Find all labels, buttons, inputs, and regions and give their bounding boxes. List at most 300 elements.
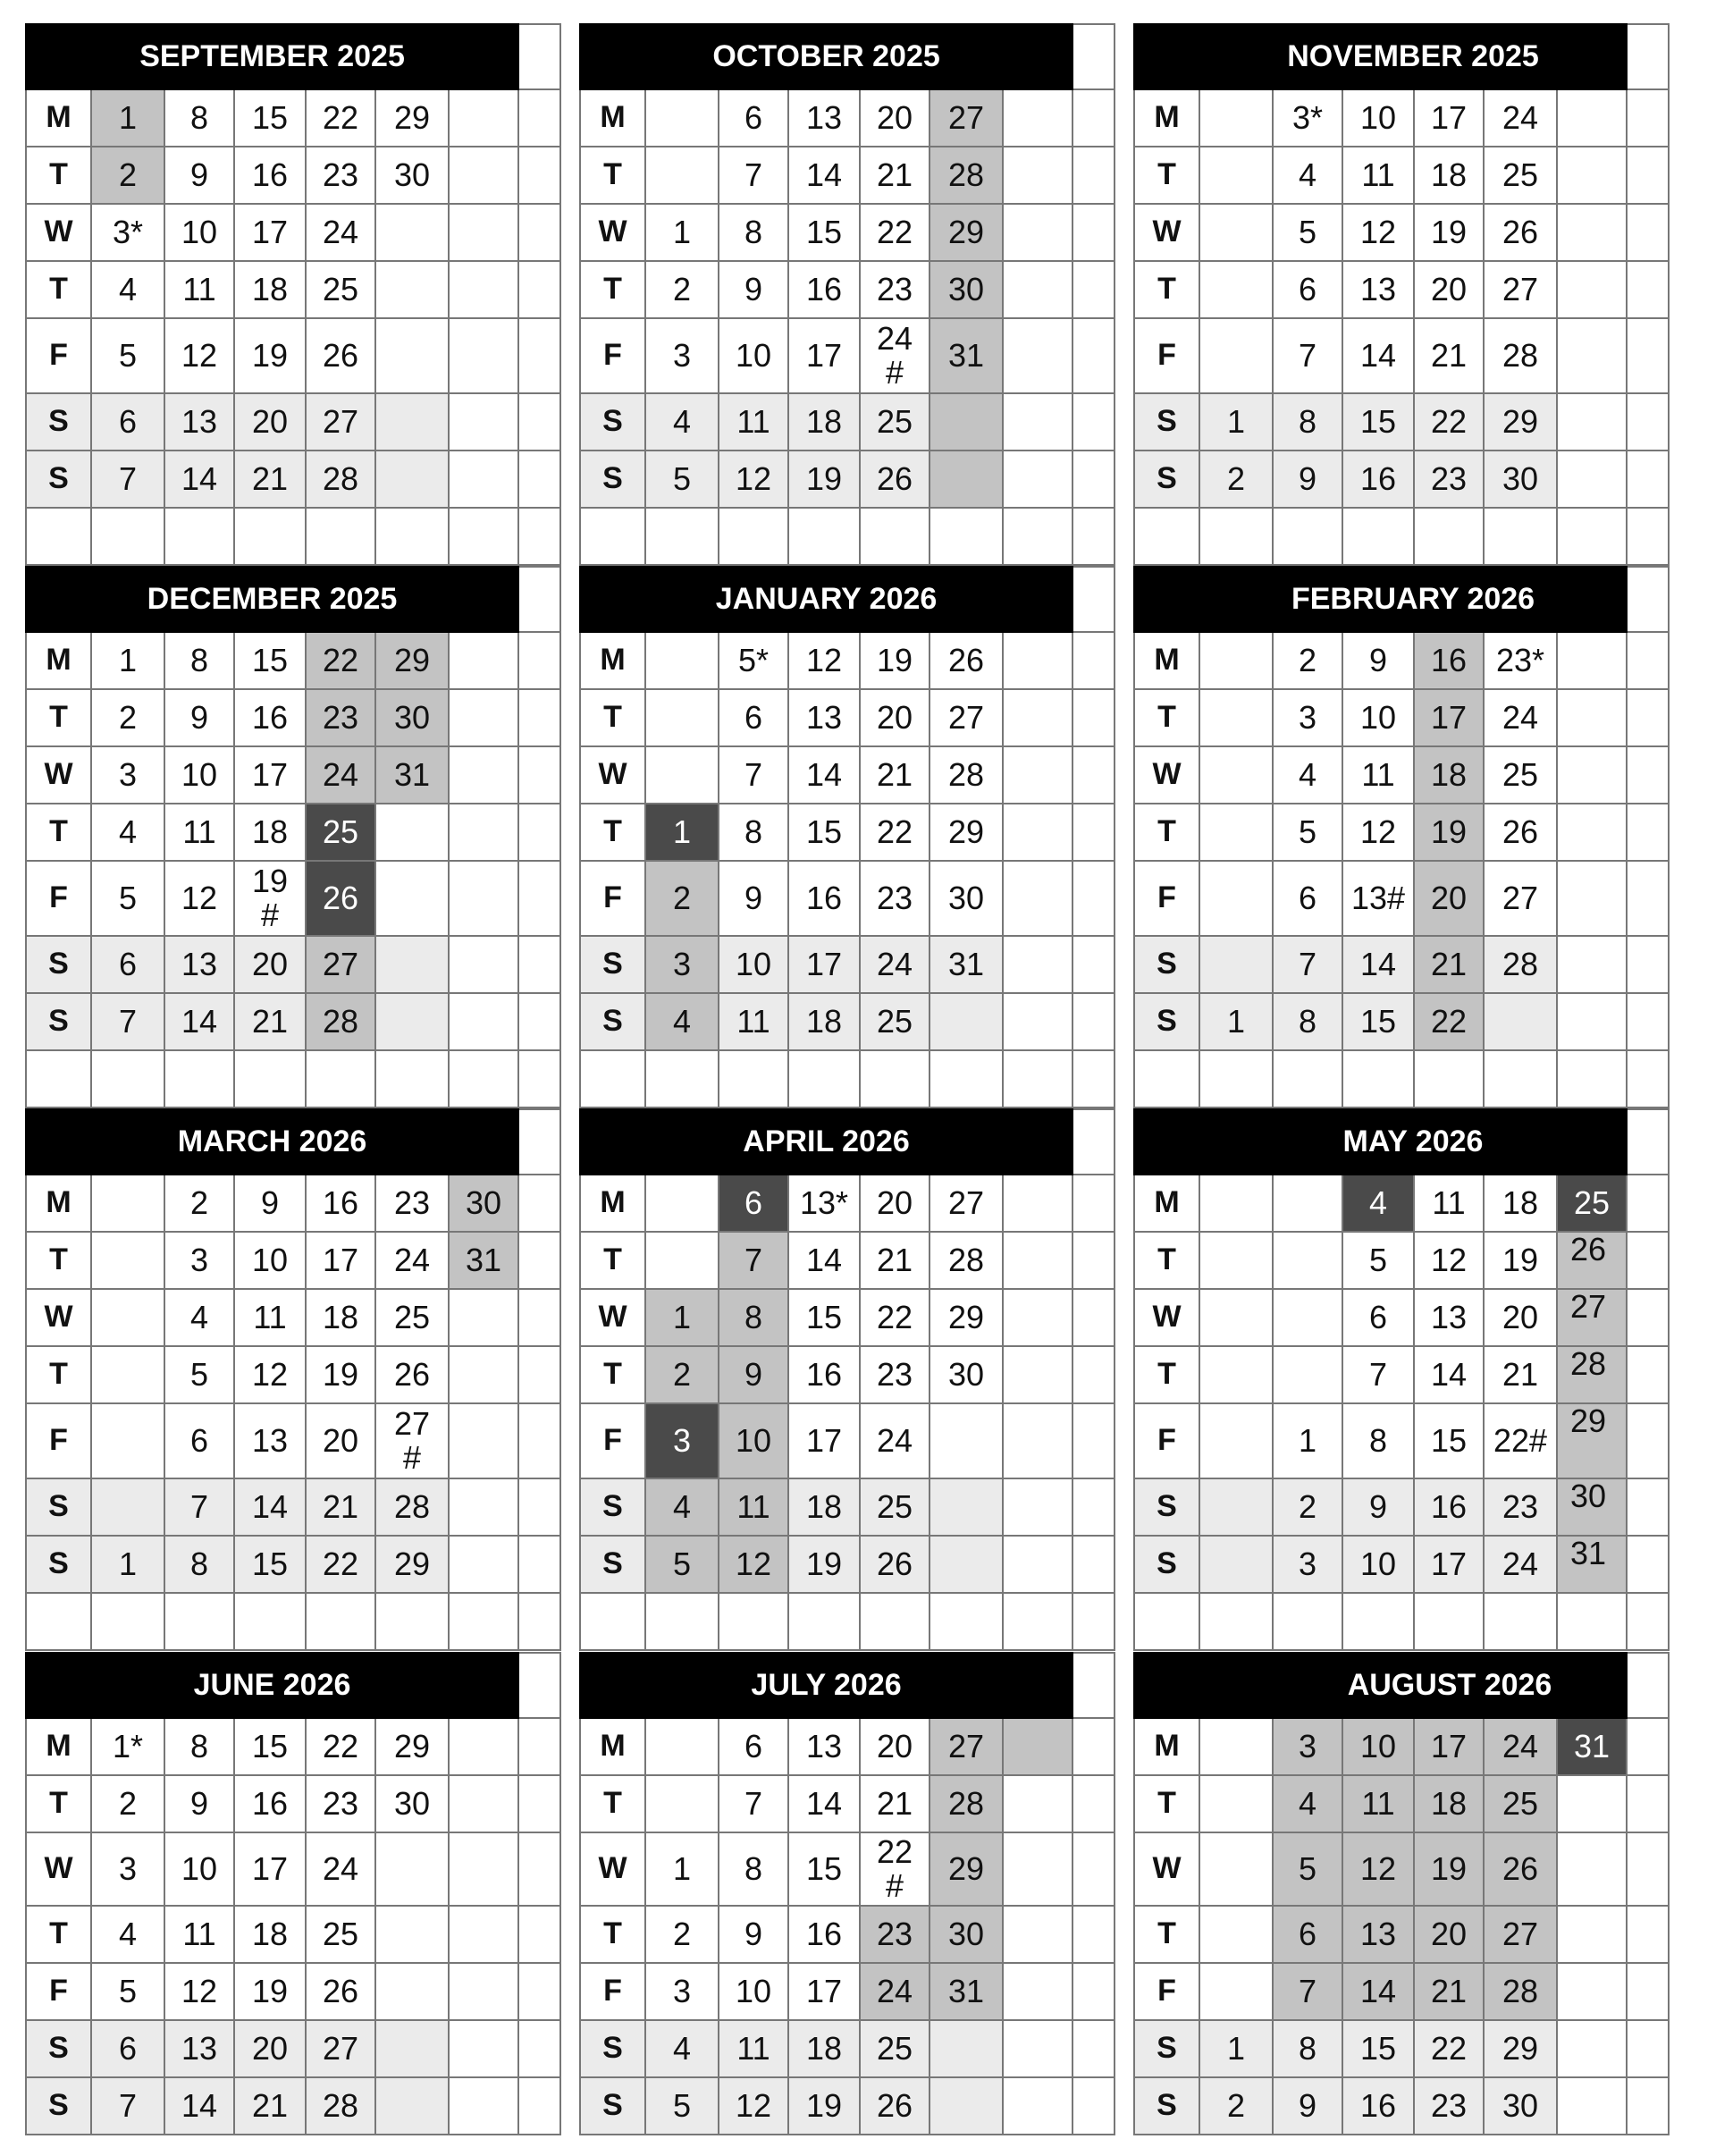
weekday-label: S bbox=[580, 2077, 645, 2135]
date-cell: 12 bbox=[788, 632, 860, 689]
date-cell: 20 bbox=[306, 1403, 375, 1478]
date-cell: 5 bbox=[645, 1536, 719, 1593]
spacer-cell bbox=[1072, 1403, 1115, 1478]
date-cell: 24 bbox=[1484, 1536, 1557, 1593]
spacer-cell bbox=[1627, 508, 1669, 565]
empty-cell bbox=[1003, 689, 1072, 746]
spacer-cell bbox=[518, 1175, 560, 1232]
weekday-label: S bbox=[1134, 1478, 1199, 1536]
date-cell: 31 bbox=[1557, 1718, 1627, 1775]
weekday-label: S bbox=[26, 451, 91, 508]
spacer-cell bbox=[1072, 689, 1115, 746]
date-cell: 2 bbox=[1199, 2077, 1273, 2135]
date-cell: 3 bbox=[645, 1963, 719, 2020]
date-cell: 12 bbox=[164, 861, 234, 936]
empty-cell bbox=[645, 89, 719, 147]
empty-cell bbox=[645, 746, 719, 804]
week-row bbox=[580, 1289, 1115, 1346]
date-cell: 29 bbox=[930, 804, 1003, 861]
month-december-2025 bbox=[25, 566, 561, 1108]
date-cell: 27 bbox=[930, 1175, 1003, 1232]
empty-cell bbox=[1557, 861, 1627, 936]
empty-cell bbox=[375, 508, 449, 565]
weekday-label: W bbox=[1134, 1832, 1199, 1906]
week-row bbox=[580, 451, 1115, 508]
date-cell: 12 bbox=[1414, 1232, 1484, 1289]
weekday-label: F bbox=[1134, 861, 1199, 936]
date-cell: 3 bbox=[91, 746, 164, 804]
date-cell: 11 bbox=[719, 2020, 788, 2077]
date-cell: 18 bbox=[234, 804, 306, 861]
empty-cell bbox=[1484, 993, 1557, 1050]
empty-cell bbox=[1199, 318, 1273, 393]
spacer-cell bbox=[518, 1478, 560, 1536]
date-cell: 8 bbox=[1273, 393, 1342, 451]
date-cell: 2 bbox=[645, 261, 719, 318]
month-title: APRIL 2026 bbox=[580, 1109, 1072, 1175]
date-cell: 14 bbox=[788, 147, 860, 204]
empty-cell bbox=[1273, 1050, 1342, 1107]
date-cell: 21 bbox=[860, 1775, 930, 1832]
date-cell: 16 bbox=[1342, 2077, 1414, 2135]
spacer-cell bbox=[1072, 2077, 1115, 2135]
empty-cell bbox=[1199, 746, 1273, 804]
date-cell: 1 bbox=[1199, 393, 1273, 451]
month-title: JANUARY 2026 bbox=[580, 567, 1072, 632]
month-gap bbox=[1072, 24, 1115, 89]
date-cell: 30 bbox=[930, 1906, 1003, 1963]
weekday-label: S bbox=[580, 393, 645, 451]
spacer-cell bbox=[1627, 89, 1669, 147]
date-cell: 31 bbox=[375, 746, 449, 804]
week-row bbox=[580, 1593, 1115, 1650]
date-cell: 14 bbox=[1342, 318, 1414, 393]
date-cell: 27 bbox=[306, 393, 375, 451]
date-cell: 17 bbox=[788, 1963, 860, 2020]
empty-cell bbox=[1557, 632, 1627, 689]
date-cell: 30 bbox=[1484, 451, 1557, 508]
date-cell: 11 bbox=[1414, 1175, 1484, 1232]
date-cell: 1 bbox=[91, 1536, 164, 1593]
spacer-cell bbox=[518, 147, 560, 204]
month-title: MARCH 2026 bbox=[26, 1109, 518, 1175]
spacer-cell bbox=[1072, 147, 1115, 204]
weekday-label bbox=[1134, 1050, 1199, 1107]
spacer-cell bbox=[1627, 1775, 1669, 1832]
week-row bbox=[580, 861, 1115, 936]
weekday-label: F bbox=[26, 318, 91, 393]
weekday-label: W bbox=[26, 1289, 91, 1346]
week-row bbox=[580, 993, 1115, 1050]
weekday-label: S bbox=[580, 2020, 645, 2077]
week-row bbox=[26, 1906, 560, 1963]
empty-cell bbox=[930, 2077, 1003, 2135]
date-cell: 8 bbox=[1273, 993, 1342, 1050]
date-cell: 14 bbox=[788, 1775, 860, 1832]
empty-cell bbox=[1199, 804, 1273, 861]
date-cell: 1 bbox=[91, 632, 164, 689]
empty-cell bbox=[930, 508, 1003, 565]
spacer-cell bbox=[1072, 1593, 1115, 1650]
empty-cell bbox=[1557, 393, 1627, 451]
weekday-label: T bbox=[1134, 1906, 1199, 1963]
weekday-label: T bbox=[580, 147, 645, 204]
week-row bbox=[26, 1346, 560, 1403]
week-row bbox=[26, 1289, 560, 1346]
week-row bbox=[580, 804, 1115, 861]
date-cell: 14 bbox=[788, 1232, 860, 1289]
weekday-label: T bbox=[580, 1775, 645, 1832]
date-cell: 17 bbox=[1414, 689, 1484, 746]
empty-cell bbox=[375, 318, 449, 393]
date-cell: 15 bbox=[1414, 1403, 1484, 1478]
date-cell: 29 bbox=[1484, 393, 1557, 451]
date-cell: 19 bbox=[234, 1963, 306, 2020]
date-cell: 29 bbox=[375, 1718, 449, 1775]
date-cell: 28 bbox=[1484, 1963, 1557, 2020]
weekday-label: F bbox=[580, 861, 645, 936]
date-cell: 26 bbox=[306, 318, 375, 393]
spacer-cell bbox=[518, 1536, 560, 1593]
empty-cell bbox=[1003, 2077, 1072, 2135]
spacer-cell bbox=[1627, 2077, 1669, 2135]
date-cell: 21 bbox=[234, 2077, 306, 2135]
date-cell: 31 bbox=[449, 1232, 518, 1289]
date-cell: 22 bbox=[860, 204, 930, 261]
date-cell: 18 bbox=[234, 1906, 306, 1963]
date-cell: 4 bbox=[91, 804, 164, 861]
date-cell: 3 bbox=[91, 1832, 164, 1906]
empty-cell bbox=[930, 1536, 1003, 1593]
empty-cell bbox=[1003, 1050, 1072, 1107]
empty-cell bbox=[375, 861, 449, 936]
spacer-cell bbox=[518, 1718, 560, 1775]
empty-cell bbox=[449, 936, 518, 993]
week-row bbox=[1134, 1832, 1669, 1906]
date-cell: 13 bbox=[164, 2020, 234, 2077]
date-cell: 20 bbox=[860, 1718, 930, 1775]
week-row bbox=[26, 861, 560, 936]
date-cell: 26 bbox=[375, 1346, 449, 1403]
date-cell: 5 bbox=[1273, 204, 1342, 261]
weekday-label: M bbox=[1134, 1175, 1199, 1232]
spacer-cell bbox=[1627, 1232, 1669, 1289]
date-cell: 27 bbox=[1484, 261, 1557, 318]
weekday-label: M bbox=[580, 89, 645, 147]
date-cell: 13 bbox=[1414, 1289, 1484, 1346]
weekday-label: T bbox=[580, 261, 645, 318]
month-march-2026 bbox=[25, 1108, 561, 1651]
empty-cell bbox=[449, 2020, 518, 2077]
date-cell: 5 bbox=[1273, 1832, 1342, 1906]
empty-cell bbox=[645, 1175, 719, 1232]
date-cell: 25 bbox=[1557, 1175, 1627, 1232]
week-row bbox=[1134, 1232, 1669, 1289]
month-october-2025 bbox=[579, 23, 1115, 566]
date-cell: 18 bbox=[1414, 746, 1484, 804]
empty-cell bbox=[375, 804, 449, 861]
date-cell: 31 bbox=[930, 318, 1003, 393]
date-cell: 5 bbox=[645, 2077, 719, 2135]
empty-cell bbox=[91, 1175, 164, 1232]
date-cell: 3 bbox=[645, 1403, 719, 1478]
empty-cell bbox=[449, 1050, 518, 1107]
date-cell: 13* bbox=[788, 1175, 860, 1232]
week-row bbox=[580, 1478, 1115, 1536]
week-row bbox=[580, 1963, 1115, 2020]
date-cell: 11 bbox=[164, 804, 234, 861]
date-cell: 20 bbox=[1414, 1906, 1484, 1963]
date-cell: 17 bbox=[234, 204, 306, 261]
empty-cell bbox=[449, 393, 518, 451]
date-cell: 7 bbox=[719, 1775, 788, 1832]
date-cell: 13 bbox=[788, 689, 860, 746]
week-row bbox=[580, 1050, 1115, 1107]
date-cell: 8 bbox=[164, 1718, 234, 1775]
date-cell: 24 # bbox=[860, 318, 930, 393]
empty-cell bbox=[449, 689, 518, 746]
weekday-label: S bbox=[1134, 936, 1199, 993]
date-cell: 13 bbox=[234, 1403, 306, 1478]
week-row bbox=[1134, 508, 1669, 565]
month-january-2026 bbox=[579, 566, 1115, 1108]
empty-cell bbox=[1003, 147, 1072, 204]
empty-cell bbox=[1273, 1346, 1342, 1403]
date-cell: 9 bbox=[1342, 1478, 1414, 1536]
empty-cell bbox=[1199, 1050, 1273, 1107]
date-cell: 17 bbox=[1414, 89, 1484, 147]
week-row bbox=[1134, 1403, 1669, 1478]
date-cell: 29 bbox=[375, 89, 449, 147]
date-cell: 30 bbox=[930, 1346, 1003, 1403]
empty-cell bbox=[1003, 1232, 1072, 1289]
week-row bbox=[1134, 204, 1669, 261]
empty-cell bbox=[1003, 1775, 1072, 1832]
empty-cell bbox=[645, 147, 719, 204]
empty-cell bbox=[1273, 1289, 1342, 1346]
date-cell: 15 bbox=[234, 1718, 306, 1775]
month-june-2026 bbox=[25, 1652, 561, 2135]
spacer-cell bbox=[1627, 261, 1669, 318]
date-cell: 10 bbox=[164, 1832, 234, 1906]
month-gap bbox=[1072, 567, 1115, 632]
date-cell: 24 bbox=[306, 746, 375, 804]
weekday-label bbox=[580, 1050, 645, 1107]
date-cell: 30 bbox=[930, 861, 1003, 936]
empty-cell bbox=[234, 1593, 306, 1650]
month-title: MAY 2026 bbox=[1199, 1109, 1627, 1175]
empty-cell bbox=[1557, 2020, 1627, 2077]
empty-cell bbox=[375, 2020, 449, 2077]
date-cell: 10 bbox=[1342, 1536, 1414, 1593]
empty-cell bbox=[306, 1593, 375, 1650]
weekday-label bbox=[580, 1593, 645, 1650]
week-row bbox=[580, 204, 1115, 261]
weekday-label: T bbox=[580, 689, 645, 746]
date-cell: 8 bbox=[1273, 2020, 1342, 2077]
weekday-label: T bbox=[1134, 1775, 1199, 1832]
week-row bbox=[580, 318, 1115, 393]
date-cell: 28 bbox=[1484, 318, 1557, 393]
date-cell: 21 bbox=[234, 993, 306, 1050]
date-cell: 3* bbox=[1273, 89, 1342, 147]
date-cell: 10 bbox=[164, 204, 234, 261]
empty-cell bbox=[1199, 1289, 1273, 1346]
date-cell: 4 bbox=[1342, 1175, 1414, 1232]
weekday-label: T bbox=[580, 1906, 645, 1963]
date-cell: 13# bbox=[1342, 861, 1414, 936]
date-cell: 2 bbox=[1273, 632, 1342, 689]
date-cell: 9 bbox=[1342, 632, 1414, 689]
date-cell: 23* bbox=[1484, 632, 1557, 689]
weekday-label: W bbox=[26, 1832, 91, 1906]
date-cell: 6 bbox=[1342, 1289, 1414, 1346]
month-gap bbox=[1627, 1109, 1669, 1175]
date-cell: 11 bbox=[1342, 1775, 1414, 1832]
date-cell: 17 bbox=[788, 318, 860, 393]
week-row bbox=[1134, 1593, 1669, 1650]
weekday-label: M bbox=[1134, 632, 1199, 689]
date-cell: 21 bbox=[234, 451, 306, 508]
weekday-label: S bbox=[580, 993, 645, 1050]
date-cell: 23 bbox=[375, 1175, 449, 1232]
empty-cell bbox=[1003, 1536, 1072, 1593]
spacer-cell bbox=[1627, 1346, 1669, 1403]
weekday-label: S bbox=[26, 936, 91, 993]
empty-cell bbox=[719, 1050, 788, 1107]
date-cell: 21 bbox=[1414, 318, 1484, 393]
date-cell: 19 bbox=[788, 2077, 860, 2135]
empty-cell bbox=[1414, 508, 1484, 565]
spacer-cell bbox=[518, 1346, 560, 1403]
empty-cell bbox=[719, 508, 788, 565]
spacer-cell bbox=[1627, 204, 1669, 261]
date-cell: 25 bbox=[1484, 746, 1557, 804]
date-cell: 25 bbox=[1484, 1775, 1557, 1832]
weekday-label: W bbox=[580, 1289, 645, 1346]
week-row bbox=[26, 1963, 560, 2020]
weekday-label: M bbox=[1134, 89, 1199, 147]
empty-cell bbox=[1003, 261, 1072, 318]
date-cell: 6 bbox=[91, 2020, 164, 2077]
weekday-label: W bbox=[26, 204, 91, 261]
date-cell: 26 bbox=[930, 632, 1003, 689]
weekday-label: S bbox=[580, 1478, 645, 1536]
date-cell: 12 bbox=[1342, 804, 1414, 861]
empty-cell bbox=[645, 1232, 719, 1289]
date-cell: 31 bbox=[930, 1963, 1003, 2020]
date-cell: 24 bbox=[860, 1403, 930, 1478]
date-cell: 14 bbox=[788, 746, 860, 804]
date-cell: 22 bbox=[860, 1289, 930, 1346]
empty-cell bbox=[449, 632, 518, 689]
empty-cell bbox=[930, 2020, 1003, 2077]
month-gap bbox=[1627, 1653, 1669, 1718]
date-cell: 25 bbox=[306, 1906, 375, 1963]
date-cell: 3 bbox=[1273, 689, 1342, 746]
month-july-2026 bbox=[579, 1652, 1115, 2135]
spacer-cell bbox=[518, 89, 560, 147]
date-cell: 9 bbox=[164, 147, 234, 204]
empty-cell bbox=[1557, 2077, 1627, 2135]
date-cell: 19 bbox=[1414, 804, 1484, 861]
date-cell: 23 bbox=[306, 1775, 375, 1832]
date-cell: 6 bbox=[719, 689, 788, 746]
date-cell: 16 bbox=[788, 261, 860, 318]
empty-cell bbox=[1003, 204, 1072, 261]
spacer-cell bbox=[1072, 261, 1115, 318]
spacer-cell bbox=[518, 993, 560, 1050]
empty-cell bbox=[1557, 1906, 1627, 1963]
date-cell: 10 bbox=[719, 1403, 788, 1478]
date-cell: 10 bbox=[164, 746, 234, 804]
week-row bbox=[26, 508, 560, 565]
date-cell: 23 bbox=[1414, 2077, 1484, 2135]
weekday-label: S bbox=[1134, 393, 1199, 451]
empty-cell bbox=[375, 393, 449, 451]
date-cell: 20 bbox=[234, 393, 306, 451]
date-cell: 12 bbox=[164, 1963, 234, 2020]
week-row bbox=[26, 2077, 560, 2135]
date-cell: 12 bbox=[1342, 204, 1414, 261]
date-cell: 2 bbox=[645, 1346, 719, 1403]
spacer-cell bbox=[518, 804, 560, 861]
weekday-label: F bbox=[26, 861, 91, 936]
empty-cell bbox=[1557, 451, 1627, 508]
spacer-cell bbox=[518, 1403, 560, 1478]
date-cell: 15 bbox=[1342, 993, 1414, 1050]
weekday-label: S bbox=[26, 2077, 91, 2135]
week-row bbox=[580, 393, 1115, 451]
date-cell: 7 bbox=[1273, 318, 1342, 393]
spacer-cell bbox=[1072, 1478, 1115, 1536]
date-cell: 20 bbox=[1414, 861, 1484, 936]
spacer-cell bbox=[1627, 451, 1669, 508]
weekday-label: M bbox=[580, 632, 645, 689]
date-cell: 2 bbox=[645, 1906, 719, 1963]
week-row bbox=[26, 393, 560, 451]
spacer-cell bbox=[518, 1593, 560, 1650]
month-title: SEPTEMBER 2025 bbox=[26, 24, 518, 89]
week-row bbox=[580, 936, 1115, 993]
date-cell: 1 bbox=[1199, 993, 1273, 1050]
date-cell: 28 bbox=[306, 993, 375, 1050]
empty-cell bbox=[91, 1289, 164, 1346]
spacer-cell bbox=[1627, 804, 1669, 861]
date-cell: 25 bbox=[860, 393, 930, 451]
date-cell: 25 bbox=[860, 993, 930, 1050]
date-cell: 22 bbox=[306, 1718, 375, 1775]
spacer-cell bbox=[1072, 1906, 1115, 1963]
weekday-label bbox=[1134, 1593, 1199, 1650]
spacer-cell bbox=[1072, 318, 1115, 393]
date-cell: 12 bbox=[1342, 1832, 1414, 1906]
weekday-label: F bbox=[580, 318, 645, 393]
date-cell: 29 bbox=[1484, 2020, 1557, 2077]
week-row bbox=[580, 1775, 1115, 1832]
date-cell: 5 bbox=[91, 1963, 164, 2020]
empty-cell bbox=[234, 508, 306, 565]
empty-cell bbox=[1557, 993, 1627, 1050]
empty-cell bbox=[1003, 804, 1072, 861]
weekday-label: T bbox=[26, 1346, 91, 1403]
date-cell: 7 bbox=[1273, 936, 1342, 993]
empty-cell bbox=[164, 1050, 234, 1107]
date-cell: 6 bbox=[719, 1175, 788, 1232]
date-cell: 4 bbox=[1273, 1775, 1342, 1832]
empty-cell bbox=[1199, 204, 1273, 261]
empty-cell bbox=[1003, 451, 1072, 508]
